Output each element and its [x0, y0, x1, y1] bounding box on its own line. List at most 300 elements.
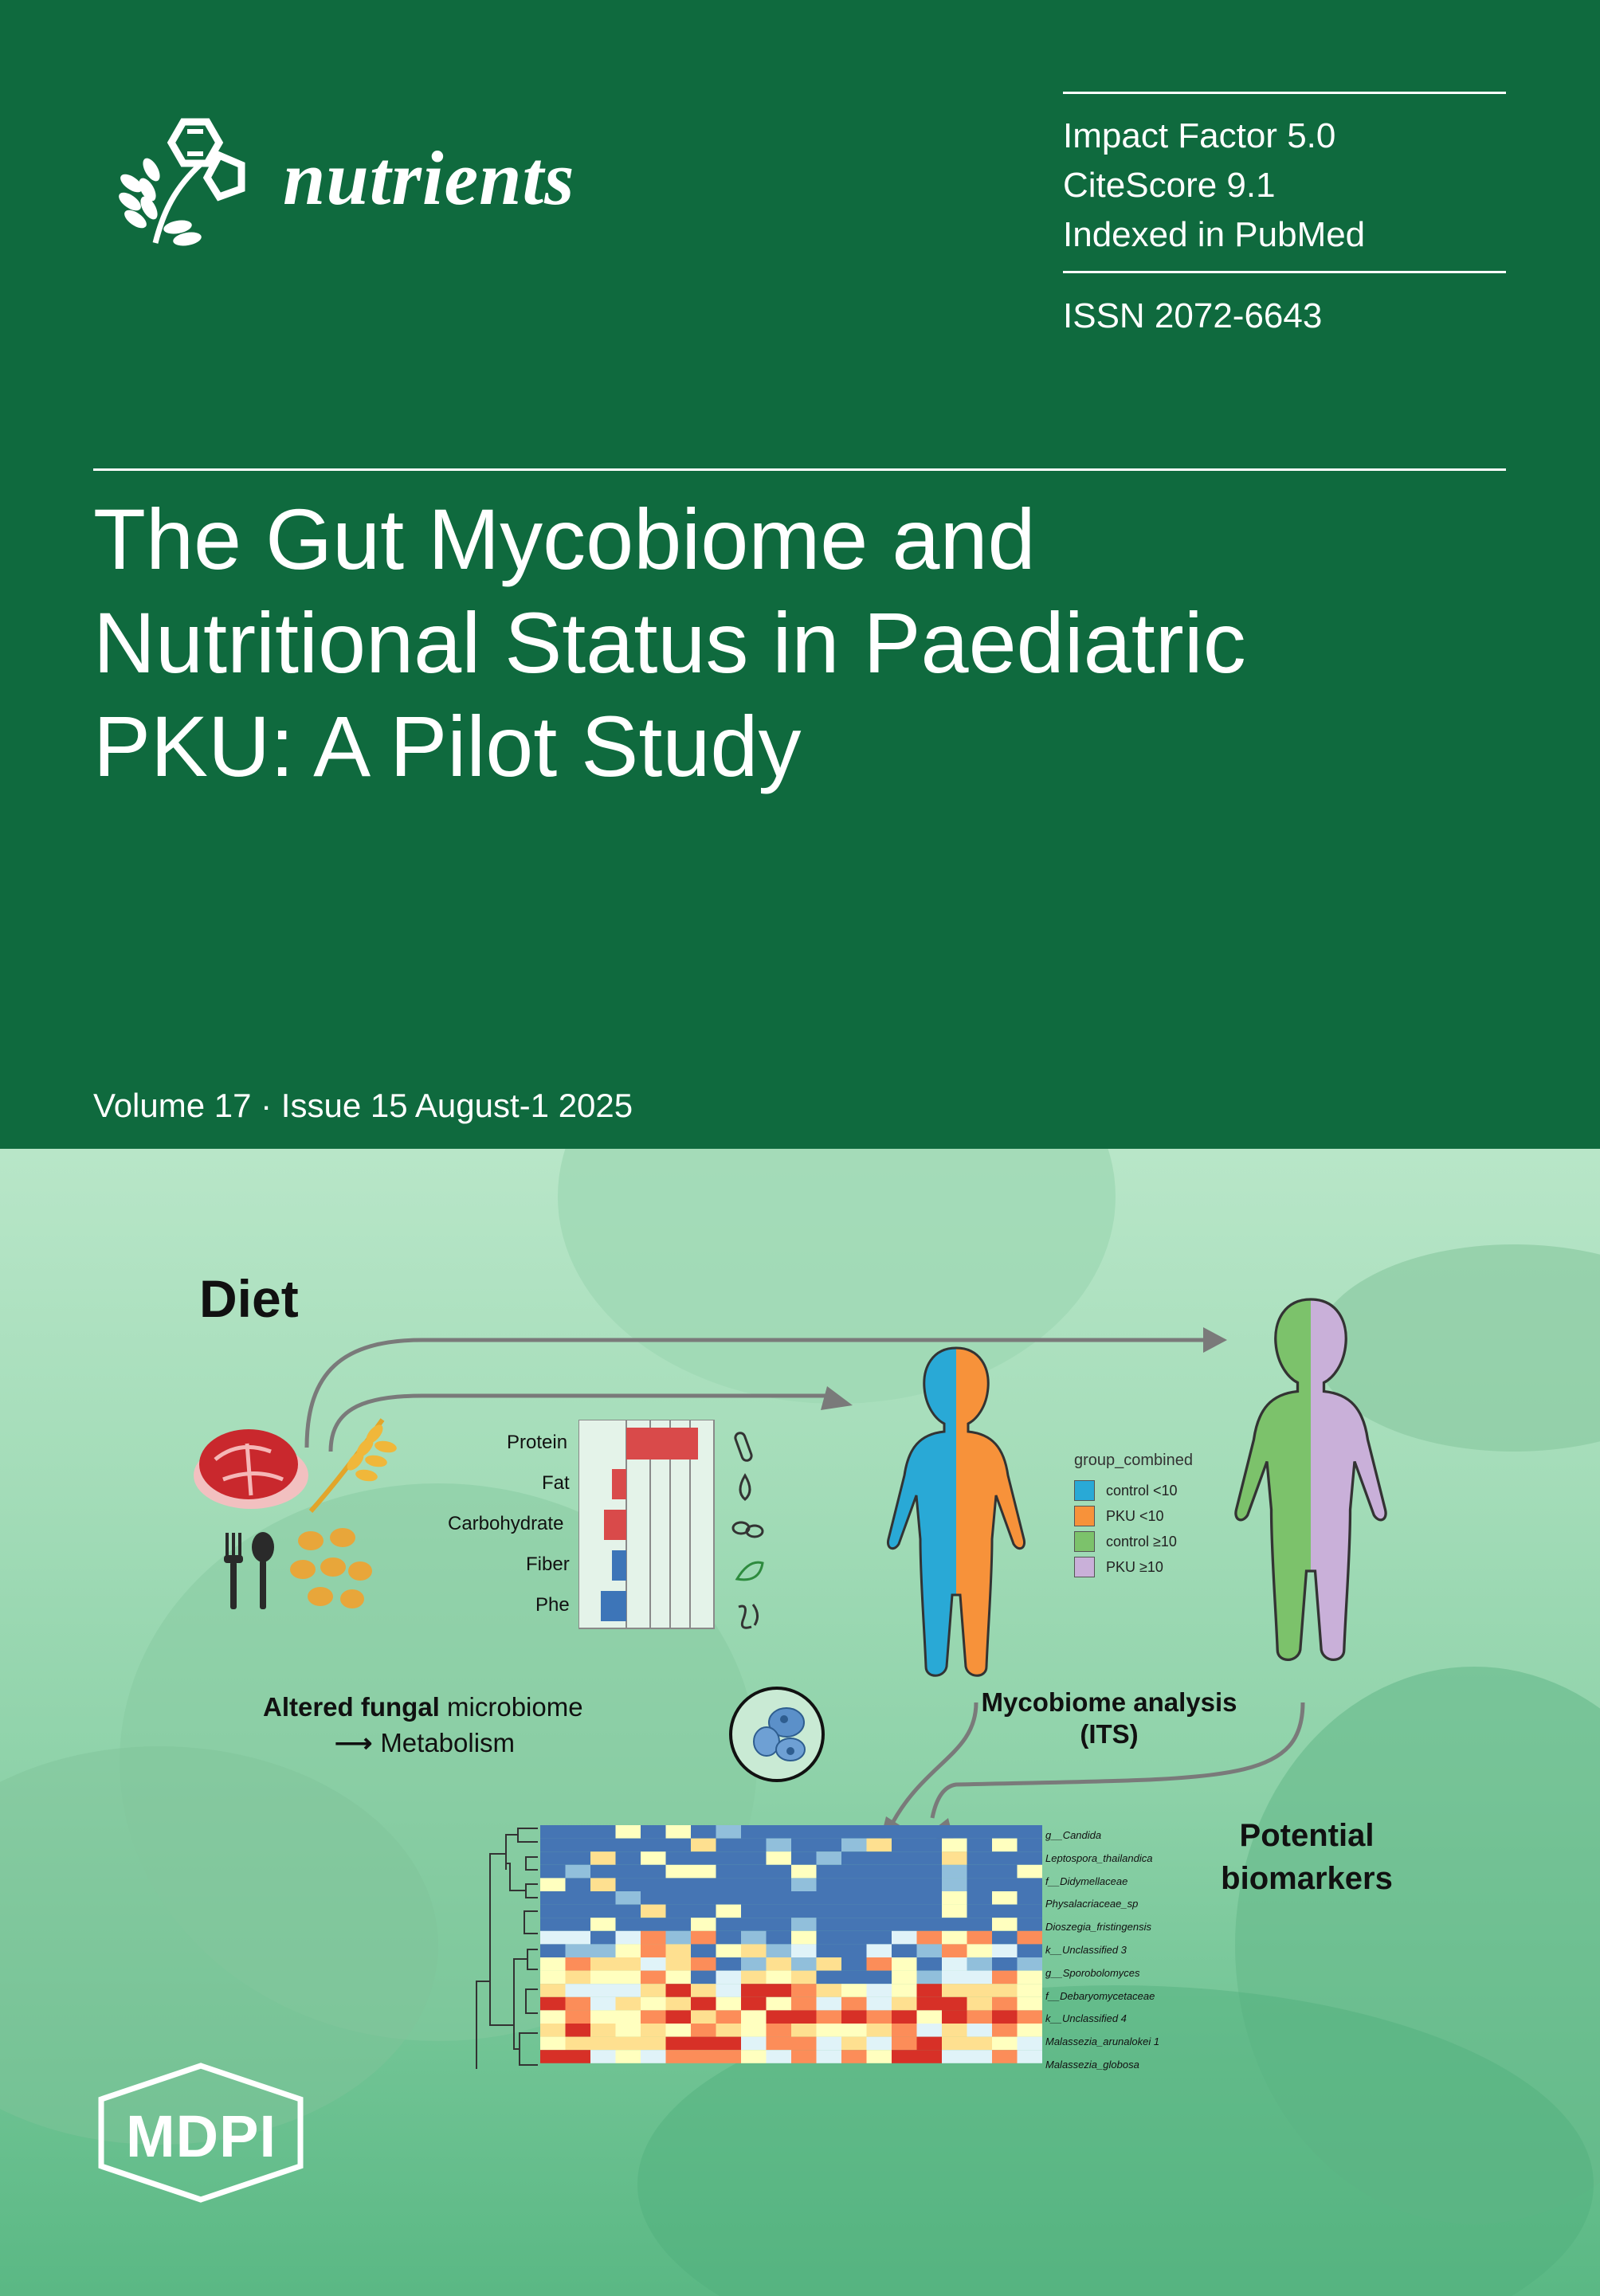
heatmap-cell — [992, 1984, 1018, 1997]
heatmap-cell — [867, 1878, 892, 1891]
title-line-1: The Gut Mycobiome and — [93, 491, 1036, 587]
heatmap-cell — [917, 2010, 943, 2024]
heatmap-cell — [566, 1984, 591, 1997]
heatmap-cell — [666, 1957, 692, 1971]
heatmap-cell — [666, 1905, 692, 1918]
heatmap-cell — [867, 1891, 892, 1905]
heatmap-cell — [666, 1944, 692, 1957]
heatmap-cell — [942, 1878, 967, 1891]
heatmap-cell — [540, 2010, 566, 2024]
heatmap-cell — [741, 2010, 767, 2024]
heatmap-cell — [967, 1944, 993, 1957]
journal-name: nutrients — [283, 135, 575, 221]
heatmap-cell — [691, 1997, 716, 2011]
heatmap-row-label: k__Unclassified 4 — [1045, 2012, 1127, 2025]
heatmap-cell — [641, 2050, 666, 2063]
heatmap-cell — [892, 1891, 917, 1905]
heatmap-cell — [841, 1984, 867, 1997]
heatmap-cell — [841, 1865, 867, 1879]
heatmap-cell — [942, 1918, 967, 1931]
heatmap-cell — [590, 1984, 616, 1997]
heatmap-cell — [892, 2050, 917, 2063]
heatmap-cell — [691, 1825, 716, 1839]
heatmap-cell — [817, 1825, 842, 1839]
heatmap-row-label: Leptospora_thailandica — [1045, 1851, 1153, 1864]
heatmap-cell — [767, 1851, 792, 1865]
heatmap-cell — [691, 1944, 716, 1957]
heatmap-cell — [590, 1851, 616, 1865]
heatmap-cell — [992, 1918, 1018, 1931]
legend-item — [1074, 1478, 1218, 1503]
heatmap-cell — [666, 1878, 692, 1891]
heatmap-cell — [590, 1997, 616, 2011]
heatmap-cell — [691, 1918, 716, 1931]
heatmap-cell — [741, 1997, 767, 2011]
heatmap-cell — [992, 1957, 1018, 1971]
nutrient-label-phe: Phe — [535, 1594, 570, 1616]
heatmap-cell — [841, 1851, 867, 1865]
heatmap-cell — [892, 1984, 917, 1997]
heatmap-cell — [917, 1825, 943, 1839]
heatmap-cell — [590, 1878, 616, 1891]
heatmap-cell — [841, 1997, 867, 2011]
heatmap-cell — [817, 1957, 842, 1971]
heatmap-cell — [566, 1865, 591, 1879]
bar-carbohydrate — [604, 1510, 626, 1540]
heatmap-cell — [767, 2010, 792, 2024]
heatmap-cell — [892, 1905, 917, 1918]
heatmap-cell — [666, 2037, 692, 2051]
heatmap-cell — [716, 1984, 742, 1997]
heatmap-cell — [767, 2024, 792, 2037]
heatmap-cell — [791, 1944, 817, 1957]
cover-graphic-panel — [0, 1149, 1600, 2296]
heatmap-cell — [716, 1891, 742, 1905]
metabolism-label — [335, 1727, 515, 1758]
heatmap-cell — [716, 1825, 742, 1839]
heatmap-cell — [741, 1839, 767, 1852]
heatmap-cell — [992, 1905, 1018, 1918]
heatmap-cell — [666, 1997, 692, 2011]
heatmap-cell — [716, 1944, 742, 1957]
heatmap-cell — [992, 1931, 1018, 1945]
heatmap-cell — [917, 1851, 943, 1865]
heatmap-cell — [540, 1825, 566, 1839]
heatmap-cell — [867, 1839, 892, 1852]
heatmap-cell — [641, 2037, 666, 2051]
heatmap-cell — [1018, 1851, 1043, 1865]
metrics-bottom-rule — [1063, 271, 1506, 273]
heatmap-cell — [817, 1839, 842, 1852]
heatmap-cell — [691, 2024, 716, 2037]
meat-icon — [191, 1420, 311, 1511]
heatmap-cell — [767, 1944, 792, 1957]
heatmap-cell — [841, 1918, 867, 1931]
heatmap-cell — [666, 1984, 692, 1997]
legumes-icon — [287, 1523, 375, 1611]
heatmap-cell — [616, 1984, 641, 1997]
heatmap-cell — [741, 1865, 767, 1879]
heatmap-cell — [917, 1918, 943, 1931]
heatmap-row-label: k__Unclassified 3 — [1045, 1943, 1127, 1956]
heatmap-cell — [641, 1957, 666, 1971]
legend-label: PKU <10 — [1106, 1507, 1164, 1524]
arrow-icon: ⟶ — [335, 1728, 373, 1757]
heatmap-cell — [767, 1918, 792, 1931]
heatmap-cell — [867, 2037, 892, 2051]
altered-rest: microbiome — [439, 1692, 583, 1722]
heatmap-cell — [540, 1891, 566, 1905]
heatmap-cell — [967, 2050, 993, 2063]
heatmap-cell — [867, 2010, 892, 2024]
heatmap-cell — [817, 1931, 842, 1945]
heatmap-cell — [691, 1905, 716, 1918]
heatmap-cell — [767, 1865, 792, 1879]
heatmap-cell — [741, 1984, 767, 1997]
heatmap-cell — [741, 2024, 767, 2037]
heatmap-cell — [566, 1839, 591, 1852]
heatmap-cell — [616, 1944, 641, 1957]
heatmap-cell — [942, 1825, 967, 1839]
heatmap-cell — [641, 1997, 666, 2011]
heatmap-cell — [767, 2050, 792, 2063]
nutrient-label-carbohydrate: Carbohydrate — [448, 1513, 564, 1534]
nutrient-label-protein: Protein — [507, 1432, 568, 1453]
heatmap-cell — [540, 1944, 566, 1957]
heatmap-cell — [1018, 1971, 1043, 1985]
heatmap-cell — [942, 1957, 967, 1971]
legend-item — [1074, 1529, 1218, 1554]
heatmap-cell — [791, 1971, 817, 1985]
heatmap-cell — [917, 1839, 943, 1852]
biomarkers-line-2: biomarkers — [1221, 1861, 1393, 1896]
heatmap-cell — [590, 1957, 616, 1971]
heatmap-cell — [942, 2037, 967, 2051]
heatmap-cell — [841, 1957, 867, 1971]
heatmap-cell — [791, 1984, 817, 1997]
heatmap-cell — [867, 2024, 892, 2037]
heatmap-cell — [892, 1839, 917, 1852]
heatmap-row-label: Dioszegia_fristingensis — [1045, 1921, 1151, 1934]
heatmap-cell — [867, 1997, 892, 2011]
legend-swatch — [1074, 1480, 1095, 1501]
heatmap-cell — [716, 1851, 742, 1865]
heatmap-cell — [967, 2037, 993, 2051]
group-legend — [1074, 1452, 1218, 1580]
heatmap-cell — [716, 2050, 742, 2063]
heatmap-cell — [841, 1825, 867, 1839]
heatmap-cell — [867, 1918, 892, 1931]
protein-icon — [734, 1432, 753, 1462]
heatmap-cell — [967, 1971, 993, 1985]
heatmap-cell — [1018, 1905, 1043, 1918]
heatmap-cell — [992, 1971, 1018, 1985]
heatmap-cell — [967, 1825, 993, 1839]
biomarker-heatmap — [470, 1822, 1044, 2081]
altered-bold: Altered fungal — [263, 1692, 440, 1722]
heatmap-cell — [1018, 2050, 1043, 2063]
heatmap-cell — [867, 1971, 892, 1985]
heatmap-cell — [967, 1891, 993, 1905]
heatmap-cell — [691, 1865, 716, 1879]
heatmap-cell — [566, 1957, 591, 1971]
heatmap-cell — [767, 1891, 792, 1905]
heatmap-cell — [666, 1825, 692, 1839]
heatmap-cell — [967, 2024, 993, 2037]
heatmap-cell — [967, 1905, 993, 1918]
heatmap-cell — [892, 2037, 917, 2051]
heatmap-cell — [917, 1865, 943, 1879]
heatmap-cell — [917, 1905, 943, 1918]
heatmap-row-label: f__Didymellaceae — [1045, 1875, 1128, 1887]
heatmap-cell — [817, 1997, 842, 2011]
heatmap-cell — [616, 1839, 641, 1852]
heatmap-cell — [942, 1891, 967, 1905]
wheat-icon — [303, 1412, 398, 1515]
heatmap-cell — [566, 1825, 591, 1839]
heatmap-cell — [616, 1957, 641, 1971]
heatmap-cell — [540, 1918, 566, 1931]
bar-phe — [601, 1591, 626, 1621]
heatmap-cell — [590, 1944, 616, 1957]
nutrient-icons — [729, 1428, 769, 1635]
heatmap-cell — [841, 1839, 867, 1852]
heatmap-cell — [566, 1944, 591, 1957]
child-silhouette-younger — [876, 1340, 1036, 1691]
heatmap-cell — [791, 2050, 817, 2063]
mdpi-logo — [92, 2061, 311, 2204]
heatmap-cell — [566, 1905, 591, 1918]
heatmap-cell — [817, 1971, 842, 1985]
heatmap-cell — [540, 1957, 566, 1971]
heatmap-cell — [1018, 1825, 1043, 1839]
heatmap-cell — [641, 1971, 666, 1985]
heatmap-cell — [741, 1891, 767, 1905]
heatmap-cell — [691, 2010, 716, 2024]
heatmap-cell — [641, 1878, 666, 1891]
heatmap-cell — [616, 2010, 641, 2024]
heatmap-cell — [741, 1944, 767, 1957]
heatmap-cell — [590, 1905, 616, 1918]
heatmap-cell — [590, 2050, 616, 2063]
heatmap-cell — [641, 1865, 666, 1879]
heatmap-cell — [566, 2037, 591, 2051]
metabolism-text: Metabolism — [380, 1728, 516, 1757]
heatmap-cell — [616, 1851, 641, 1865]
heatmap-cell — [691, 2050, 716, 2063]
heatmap-cell — [992, 2010, 1018, 2024]
heatmap-cell — [817, 2024, 842, 2037]
heatmap-cell — [767, 1997, 792, 2011]
heatmap-cell — [566, 2024, 591, 2037]
heatmap-cell — [590, 1918, 616, 1931]
heatmap-cell — [616, 2024, 641, 2037]
heatmap-cell — [666, 2050, 692, 2063]
heatmap-cell — [942, 1984, 967, 1997]
title-line-3: PKU: A Pilot Study — [93, 698, 802, 794]
heatmap-cell — [590, 1865, 616, 1879]
heatmap-cell — [892, 1957, 917, 1971]
heatmap-cell — [716, 1997, 742, 2011]
publisher-name: MDPI — [126, 2103, 276, 2169]
heatmap-cell — [817, 2050, 842, 2063]
legend-swatch — [1074, 1506, 1095, 1526]
heatmap-cell — [691, 1984, 716, 1997]
heatmap-cell — [967, 1931, 993, 1945]
heatmap-cell — [867, 1865, 892, 1879]
heatmap-cell — [1018, 1957, 1043, 1971]
heatmap-cell — [741, 2037, 767, 2051]
title-rule — [93, 468, 1506, 471]
heatmap-cell — [767, 1878, 792, 1891]
heatmap-cell — [967, 1957, 993, 1971]
heatmap-cell — [992, 1851, 1018, 1865]
heatmap-cell — [841, 1878, 867, 1891]
article-title — [93, 488, 1512, 798]
heatmap-row-label: Physalacriaceae_sp — [1045, 1898, 1139, 1910]
mycobiome-line-2: (ITS) — [1080, 1719, 1139, 1749]
heatmap-cell — [741, 1957, 767, 1971]
heatmap-cell — [817, 1944, 842, 1957]
heatmap-cell — [917, 1957, 943, 1971]
legend-label: PKU ≥10 — [1106, 1558, 1163, 1575]
heatmap-cell — [767, 1971, 792, 1985]
heatmap-cell — [967, 1851, 993, 1865]
heatmap-cell — [716, 1957, 742, 1971]
heatmap-cell — [992, 1878, 1018, 1891]
heatmap-cell — [716, 1918, 742, 1931]
nutrient-label-fat: Fat — [542, 1472, 570, 1494]
heatmap-cell — [917, 1891, 943, 1905]
heatmap-cell — [892, 1851, 917, 1865]
heatmap-cell — [1018, 1931, 1043, 1945]
heatmap-cell — [741, 1905, 767, 1918]
heatmap-cell — [691, 1878, 716, 1891]
heatmap-cell — [666, 2010, 692, 2024]
heatmap-cell — [942, 1971, 967, 1985]
heatmap-cell — [967, 1984, 993, 1997]
heatmap-cell — [641, 1918, 666, 1931]
heatmap-cell — [892, 2010, 917, 2024]
heatmap-cell — [817, 1851, 842, 1865]
heatmap-cell — [942, 1839, 967, 1852]
bar-fiber — [612, 1550, 626, 1581]
heatmap-cell — [992, 1839, 1018, 1852]
heatmap-cell — [666, 1865, 692, 1879]
fungal-cell-icon — [727, 1684, 827, 1785]
heatmap-cell — [767, 1825, 792, 1839]
heatmap-cell — [641, 1825, 666, 1839]
nutrient-bar-chart — [578, 1420, 718, 1631]
potential-biomarkers-label — [1195, 1814, 1418, 1900]
heatmap-cell — [540, 1839, 566, 1852]
heatmap-cell — [1018, 1997, 1043, 2011]
heatmap-cell — [841, 1931, 867, 1945]
cutlery-icon — [219, 1531, 275, 1611]
heatmap-cell — [817, 1878, 842, 1891]
heatmap-cell — [716, 2037, 742, 2051]
heatmap-cell — [691, 1891, 716, 1905]
heatmap-cell — [616, 1997, 641, 2011]
heatmap-cell — [791, 2037, 817, 2051]
heatmap-cell — [892, 2024, 917, 2037]
heatmap-cell — [917, 1944, 943, 1957]
heatmap-cell — [590, 2024, 616, 2037]
heatmap-cell — [942, 1944, 967, 1957]
legend-item — [1074, 1554, 1218, 1580]
heatmap-cell — [616, 1905, 641, 1918]
heatmap-cell — [716, 1878, 742, 1891]
title-line-2: Nutritional Status in Paediatric — [93, 594, 1246, 691]
heatmap-cell — [641, 1984, 666, 1997]
heatmap-cell — [967, 1918, 993, 1931]
heatmap-cell — [917, 1997, 943, 2011]
heatmap-cell — [817, 1891, 842, 1905]
altered-microbiome-label — [263, 1692, 583, 1722]
heatmap-cell — [641, 1891, 666, 1905]
heatmap-cell — [616, 1865, 641, 1879]
heatmap-cell — [666, 1839, 692, 1852]
heatmap-cell — [1018, 1944, 1043, 1957]
heatmap-cell — [590, 2037, 616, 2051]
heatmap-cell — [616, 1878, 641, 1891]
heatmap-cell — [791, 2024, 817, 2037]
heatmap-cell — [641, 1931, 666, 1945]
heatmap-cell — [841, 1905, 867, 1918]
heatmap-cell — [540, 1878, 566, 1891]
heatmap-cell — [791, 1957, 817, 1971]
heatmap-cell — [716, 1839, 742, 1852]
heatmap-cell — [566, 1851, 591, 1865]
heatmap-cell — [540, 2050, 566, 2063]
heatmap-cell — [691, 1931, 716, 1945]
heatmap-cell — [566, 1878, 591, 1891]
heatmap-cell — [791, 1905, 817, 1918]
heatmap-cell — [716, 2010, 742, 2024]
legend-item — [1074, 1503, 1218, 1529]
heatmap-cell — [892, 1825, 917, 1839]
fat-drop-icon — [740, 1475, 750, 1499]
heatmap-cell — [791, 2010, 817, 2024]
heatmap-cell — [867, 1905, 892, 1918]
heatmap-cell — [641, 1851, 666, 1865]
heatmap-cell — [540, 1865, 566, 1879]
heatmap-cell — [942, 1905, 967, 1918]
heatmap-cell — [841, 2050, 867, 2063]
heatmap-cell — [540, 2024, 566, 2037]
heatmap-cell — [1018, 1984, 1043, 1997]
heatmap-cell — [892, 1918, 917, 1931]
heatmap-cell — [741, 2050, 767, 2063]
heatmap-cell — [1018, 2037, 1043, 2051]
heatmap-cell — [917, 1984, 943, 1997]
heatmap-cell — [641, 2024, 666, 2037]
heatmap-cell — [892, 1878, 917, 1891]
heatmap-cell — [616, 2037, 641, 2051]
heatmap-cell — [741, 1971, 767, 1985]
heatmap-cell — [566, 2010, 591, 2024]
heatmap-cell — [892, 1865, 917, 1879]
heatmap-cell — [892, 1944, 917, 1957]
heatmap-cell — [716, 2024, 742, 2037]
heatmap-cell — [641, 1944, 666, 1957]
heatmap-cell — [967, 1878, 993, 1891]
heatmap-cell — [616, 1825, 641, 1839]
heatmap-cell — [1018, 2010, 1043, 2024]
volume-issue: Volume 17 · Issue 15 August-1 2025 — [93, 1087, 633, 1124]
journal-logo-icon — [108, 108, 251, 251]
heatmap-cell — [917, 1878, 943, 1891]
